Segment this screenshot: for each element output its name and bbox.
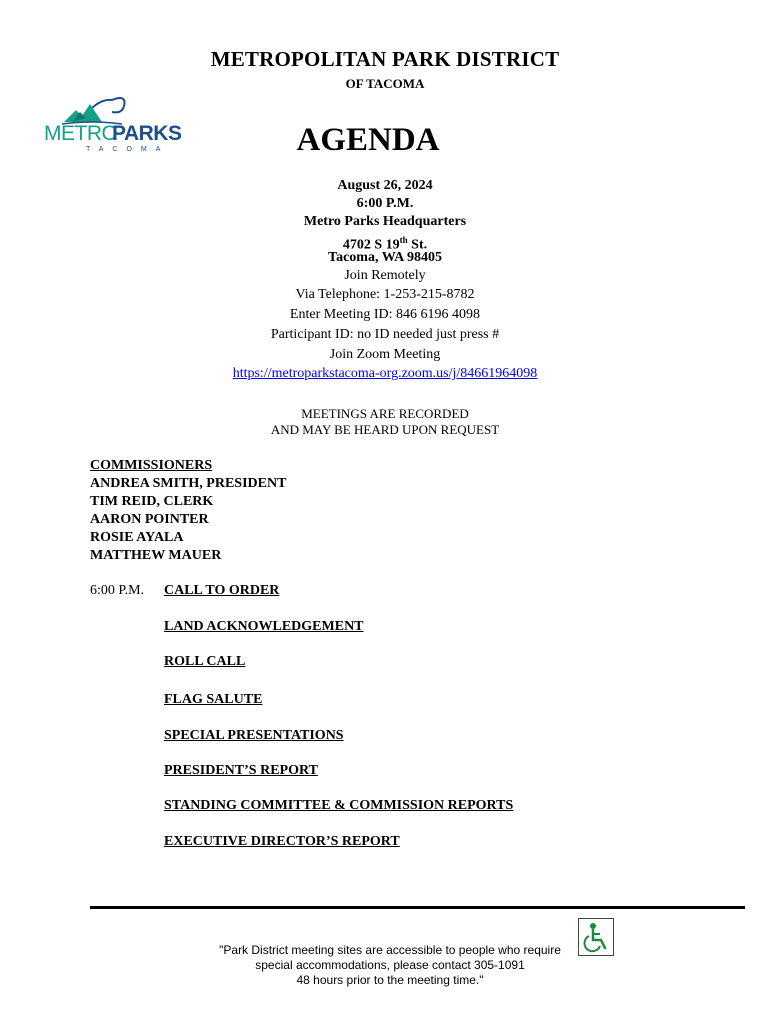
commissioner-item: TIM REID, CLERK xyxy=(90,494,214,509)
address-superscript: th xyxy=(399,235,408,245)
accessibility-note-line1: "Park District meeting sites are accessible to people who require xyxy=(219,943,561,957)
meeting-location: Metro Parks Headquarters xyxy=(303,214,467,229)
address-street-suffix: St. xyxy=(407,237,428,253)
logo-parks-text: PARKS xyxy=(112,122,182,145)
metro-parks-logo xyxy=(42,90,187,162)
zoom-link[interactable] xyxy=(0,366,770,382)
start-time: 6:00 P.M. xyxy=(90,583,145,598)
meeting-city: Tacoma, WA 98405 xyxy=(328,250,442,265)
footer-divider xyxy=(90,906,745,909)
logo-tacoma-text: TACOMA xyxy=(86,146,170,153)
agenda-item-executive-director: EXECUTIVE DIRECTOR’S REPORT xyxy=(164,834,400,849)
wheelchair-accessibility-icon xyxy=(578,918,614,956)
recording-notice-line2: AND MAY BE HEARD UPON REQUEST xyxy=(270,422,500,437)
zoom-link-text[interactable]: https://metroparkstacoma-org.zoom.us/j/84661964098 xyxy=(232,366,538,381)
meeting-date: August 26, 2024 xyxy=(337,178,433,193)
recording-notice-line1: MEETINGS ARE RECORDED xyxy=(301,406,469,421)
agenda-item-presidents-report: PRESIDENT’S REPORT xyxy=(164,763,318,778)
agenda-item-call-to-order: CALL TO ORDER xyxy=(164,583,280,598)
agenda-item-standing-committee: STANDING COMMITTEE & COMMISSION REPORTS xyxy=(164,798,514,813)
address-number: 4702 S 19 xyxy=(342,237,400,253)
org-title: METROPOLITAN PARK DISTRICT xyxy=(210,47,560,71)
accessibility-note xyxy=(200,943,580,988)
commissioner-item: AARON POINTER xyxy=(90,512,209,527)
agenda-item-land-acknowledgement: LAND ACKNOWLEDGEMENT xyxy=(164,619,364,634)
agenda-heading: AGENDA xyxy=(296,122,440,158)
logo-metro-text: METRO xyxy=(44,122,118,145)
join-zoom: Join Zoom Meeting xyxy=(329,347,441,362)
wheelchair-icon xyxy=(579,919,613,955)
agenda-item-roll-call: ROLL CALL xyxy=(164,654,246,669)
telephone: Via Telephone: 1-253-215-8782 xyxy=(295,287,475,302)
participant-id: Participant ID: no ID needed just press # xyxy=(270,327,500,342)
accessibility-note-line3: 48 hours prior to the meeting time." xyxy=(296,973,484,987)
join-remotely: Join Remotely xyxy=(344,268,426,283)
accessibility-note-line2: special accommodations, please contact 305-1091 xyxy=(255,958,525,972)
commissioner-item: MATTHEW MAUER xyxy=(90,548,222,563)
agenda-item-special-presentations: SPECIAL PRESENTATIONS xyxy=(164,728,344,743)
meeting-id: Enter Meeting ID: 846 6196 4098 xyxy=(289,307,481,322)
commissioners-list xyxy=(90,457,286,565)
commissioner-item: ROSIE AYALA xyxy=(90,530,184,545)
org-subtitle: OF TACOMA xyxy=(345,76,425,91)
meeting-time: 6:00 P.M. xyxy=(356,196,414,211)
commissioners-header: COMMISSIONERS xyxy=(90,458,213,473)
agenda-item-flag-salute: FLAG SALUTE xyxy=(164,692,263,707)
commissioner-item: ANDREA SMITH, PRESIDENT xyxy=(90,476,287,491)
